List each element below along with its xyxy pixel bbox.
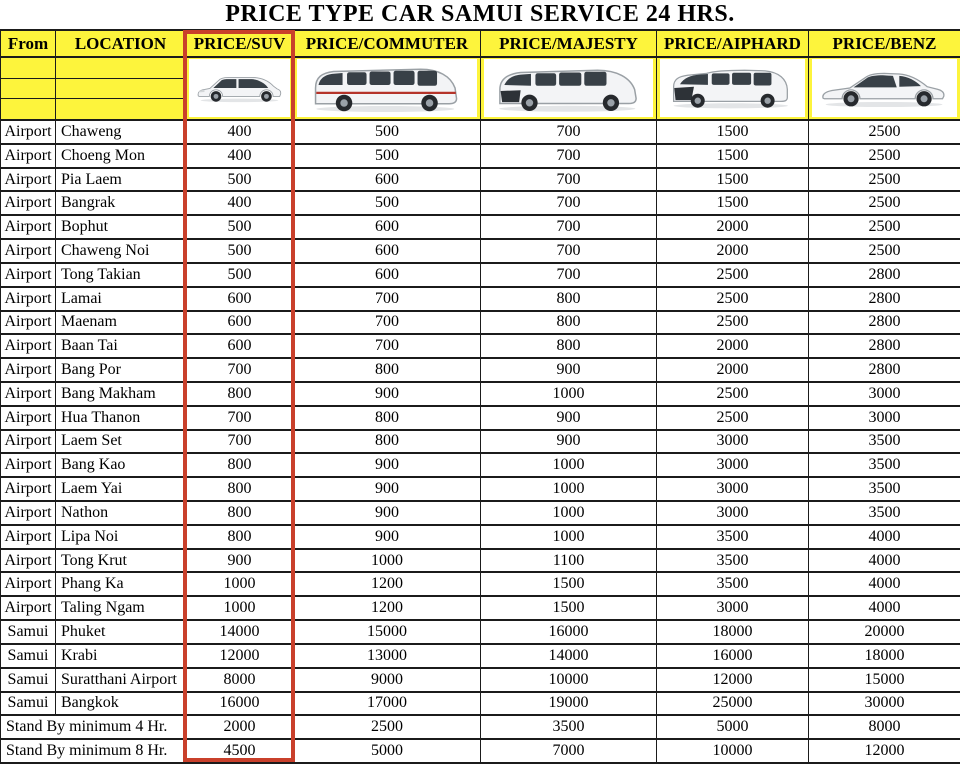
table-row — [1, 334, 960, 358]
price-cell: 20000 — [809, 620, 960, 644]
empty-location-cell — [56, 57, 186, 120]
from-cell: Airport — [1, 358, 56, 382]
from-cell: Airport — [1, 239, 56, 263]
price-cell: 500 — [186, 215, 294, 239]
price-cell: 1000 — [481, 477, 657, 501]
table-row — [1, 477, 960, 501]
price-cell: 8000 — [186, 668, 294, 692]
price-cell: 600 — [186, 334, 294, 358]
price-cell: 700 — [186, 358, 294, 382]
price-cell: 1000 — [481, 501, 657, 525]
location-cell: Bang Kao — [56, 453, 186, 477]
table-row — [1, 358, 960, 382]
price-cell: 900 — [481, 430, 657, 454]
price-cell: 2000 — [657, 215, 809, 239]
price-cell: 1200 — [294, 572, 481, 596]
price-cell: 500 — [186, 168, 294, 192]
location-cell: Bangrak — [56, 191, 186, 215]
price-cell: 13000 — [294, 644, 481, 668]
column-header-price-majesty: PRICE/MAJESTY — [481, 30, 657, 57]
price-cell: 2500 — [657, 287, 809, 311]
price-cell: 3500 — [657, 525, 809, 549]
aiphard-van-image — [666, 61, 799, 115]
price-cell: 12000 — [186, 644, 294, 668]
price-cell: 700 — [481, 215, 657, 239]
from-cell: Airport — [1, 191, 56, 215]
commuter-image-cell — [294, 57, 481, 120]
price-cell: 600 — [186, 311, 294, 335]
price-cell: 9000 — [294, 668, 481, 692]
price-cell: 900 — [481, 358, 657, 382]
price-cell: 2500 — [809, 239, 960, 263]
from-cell: Airport — [1, 596, 56, 620]
price-cell: 2800 — [809, 263, 960, 287]
price-cell: 1200 — [294, 596, 481, 620]
from-cell: Samui — [1, 644, 56, 668]
price-cell: 2800 — [809, 334, 960, 358]
price-cell: 2500 — [809, 144, 960, 168]
price-cell: 3000 — [809, 406, 960, 430]
location-cell: Bophut — [56, 215, 186, 239]
price-cell: 16000 — [481, 620, 657, 644]
price-cell: 900 — [294, 477, 481, 501]
price-cell: 5000 — [657, 715, 809, 739]
location-cell: Lipa Noi — [56, 525, 186, 549]
price-cell: 800 — [186, 525, 294, 549]
table-row — [1, 453, 960, 477]
table-row — [1, 549, 960, 573]
from-cell: Airport — [1, 287, 56, 311]
table-row — [1, 239, 960, 263]
price-cell: 600 — [294, 215, 481, 239]
price-cell: 1000 — [481, 453, 657, 477]
price-cell: 800 — [481, 334, 657, 358]
price-cell: 2500 — [657, 406, 809, 430]
header-row — [1, 30, 960, 57]
location-cell: Phuket — [56, 620, 186, 644]
location-cell: Laem Yai — [56, 477, 186, 501]
price-cell: 2000 — [657, 239, 809, 263]
from-cell: Airport — [1, 334, 56, 358]
table-row — [1, 168, 960, 192]
price-cell: 900 — [294, 382, 481, 406]
from-cell: Airport — [1, 168, 56, 192]
table-row — [1, 311, 960, 335]
price-cell: 400 — [186, 144, 294, 168]
location-cell: Tong Krut — [56, 549, 186, 573]
price-cell: 3000 — [657, 477, 809, 501]
location-cell: Pia Laem — [56, 168, 186, 192]
price-cell: 3500 — [809, 430, 960, 454]
price-cell: 2500 — [657, 263, 809, 287]
table-row — [1, 287, 960, 311]
price-cell: 15000 — [294, 620, 481, 644]
aiphard-image-cell — [657, 57, 809, 120]
suv-image — [193, 61, 286, 115]
location-cell: Bangkok — [56, 692, 186, 716]
price-cell: 800 — [186, 477, 294, 501]
table-row — [1, 501, 960, 525]
price-cell: 18000 — [657, 620, 809, 644]
price-cell: 2000 — [186, 715, 294, 739]
price-cell: 19000 — [481, 692, 657, 716]
location-cell: Laem Set — [56, 430, 186, 454]
price-cell: 3500 — [481, 715, 657, 739]
price-cell: 600 — [294, 239, 481, 263]
table-row — [1, 596, 960, 620]
location-cell: Nathon — [56, 501, 186, 525]
from-cell: Samui — [1, 692, 56, 716]
price-cell: 3000 — [657, 453, 809, 477]
price-cell: 3000 — [657, 501, 809, 525]
benz-image-cell — [809, 57, 960, 120]
location-cell: Baan Tai — [56, 334, 186, 358]
price-cell: 10000 — [657, 739, 809, 763]
price-cell: 1000 — [294, 549, 481, 573]
page-title: PRICE TYPE CAR SAMUI SERVICE 24 HRS. — [225, 1, 735, 27]
price-cell: 700 — [481, 239, 657, 263]
price-cell: 7000 — [481, 739, 657, 763]
price-cell: 500 — [186, 239, 294, 263]
price-cell: 1100 — [481, 549, 657, 573]
table-row — [1, 525, 960, 549]
price-cell: 600 — [294, 263, 481, 287]
table-row — [1, 263, 960, 287]
table-row — [1, 644, 960, 668]
table-row — [1, 120, 960, 144]
column-header-price-aiphard: PRICE/AIPHARD — [657, 30, 809, 57]
price-cell: 700 — [294, 287, 481, 311]
price-table — [0, 29, 960, 764]
price-cell: 500 — [294, 144, 481, 168]
price-cell: 14000 — [481, 644, 657, 668]
from-cell: Airport — [1, 215, 56, 239]
location-cell: Chaweng Noi — [56, 239, 186, 263]
location-cell: Taling Ngam — [56, 596, 186, 620]
price-cell: 3500 — [809, 501, 960, 525]
price-cell: 900 — [294, 525, 481, 549]
majesty-van-image — [491, 61, 646, 115]
price-cell: 600 — [186, 287, 294, 311]
from-cell: Airport — [1, 501, 56, 525]
table-row — [1, 620, 960, 644]
price-cell: 2500 — [657, 311, 809, 335]
benz-sedan-image — [818, 61, 951, 115]
location-cell: Hua Thanon — [56, 406, 186, 430]
price-cell: 2000 — [657, 334, 809, 358]
location-cell: Choeng Mon — [56, 144, 186, 168]
table-row — [1, 191, 960, 215]
price-cell: 800 — [481, 287, 657, 311]
location-cell: Tong Takian — [56, 263, 186, 287]
price-cell: 1500 — [657, 191, 809, 215]
location-cell: Bang Por — [56, 358, 186, 382]
price-cell: 2500 — [294, 715, 481, 739]
price-cell: 900 — [294, 453, 481, 477]
location-cell: Suratthani Airport — [56, 668, 186, 692]
location-cell: Chaweng — [56, 120, 186, 144]
price-cell: 600 — [294, 168, 481, 192]
column-header-from: From — [1, 30, 56, 57]
price-cell: 900 — [186, 549, 294, 573]
from-cell: Airport — [1, 311, 56, 335]
column-header-price-benz: PRICE/BENZ — [809, 30, 960, 57]
table-row — [1, 692, 960, 716]
price-cell: 1000 — [481, 382, 657, 406]
from-cell: Samui — [1, 620, 56, 644]
price-cell: 16000 — [657, 644, 809, 668]
price-cell: 1500 — [657, 168, 809, 192]
table-row — [1, 430, 960, 454]
price-cell: 700 — [186, 430, 294, 454]
price-cell: 10000 — [481, 668, 657, 692]
price-cell: 700 — [481, 144, 657, 168]
from-cell: Airport — [1, 549, 56, 573]
price-cell: 4000 — [809, 596, 960, 620]
price-cell: 2500 — [657, 382, 809, 406]
table-row — [1, 144, 960, 168]
price-cell: 5000 — [294, 739, 481, 763]
price-cell: 900 — [481, 406, 657, 430]
price-cell: 1500 — [657, 120, 809, 144]
price-cell: 14000 — [186, 620, 294, 644]
price-cell: 1500 — [481, 596, 657, 620]
price-cell: 1000 — [186, 596, 294, 620]
table-row — [1, 572, 960, 596]
column-header-price-suv: PRICE/SUV — [186, 30, 294, 57]
price-cell: 800 — [186, 382, 294, 406]
price-cell: 700 — [186, 406, 294, 430]
majesty-image-cell — [481, 57, 657, 120]
location-cell: Lamai — [56, 287, 186, 311]
price-cell: 700 — [481, 191, 657, 215]
price-cell: 2800 — [809, 358, 960, 382]
from-cell: Airport — [1, 120, 56, 144]
column-header-price-commuter: PRICE/COMMUTER — [294, 30, 481, 57]
price-cell: 4500 — [186, 739, 294, 763]
price-cell: 12000 — [657, 668, 809, 692]
price-table-body — [1, 120, 960, 763]
price-cell: 700 — [481, 120, 657, 144]
price-cell: 800 — [186, 501, 294, 525]
from-cell: Airport — [1, 477, 56, 501]
price-cell: 700 — [294, 311, 481, 335]
price-cell: 800 — [294, 358, 481, 382]
empty-from-cell — [1, 57, 56, 120]
from-cell: Airport — [1, 572, 56, 596]
from-cell: Airport — [1, 382, 56, 406]
price-cell: 2800 — [809, 287, 960, 311]
table-row — [1, 215, 960, 239]
price-cell: 2800 — [809, 311, 960, 335]
from-cell: Airport — [1, 144, 56, 168]
commuter-van-image — [304, 61, 470, 115]
price-cell: 1500 — [657, 144, 809, 168]
price-cell: 30000 — [809, 692, 960, 716]
price-cell: 3500 — [657, 549, 809, 573]
price-cell: 3500 — [657, 572, 809, 596]
price-cell: 500 — [294, 191, 481, 215]
price-cell: 700 — [481, 168, 657, 192]
table-row — [1, 406, 960, 430]
location-cell: Phang Ka — [56, 572, 186, 596]
suv-image-cell — [186, 57, 294, 120]
location-cell: Maenam — [56, 311, 186, 335]
price-cell: 700 — [481, 263, 657, 287]
price-cell: 2500 — [809, 215, 960, 239]
price-cell: 17000 — [294, 692, 481, 716]
price-cell: 400 — [186, 191, 294, 215]
price-cell: 3000 — [809, 382, 960, 406]
price-cell: 1000 — [481, 525, 657, 549]
price-cell: 2500 — [809, 120, 960, 144]
price-cell: 2000 — [657, 358, 809, 382]
table-row — [1, 382, 960, 406]
price-cell: 4000 — [809, 525, 960, 549]
price-cell: 900 — [294, 501, 481, 525]
table-row — [1, 715, 960, 739]
location-cell: Bang Makham — [56, 382, 186, 406]
price-cell: 4000 — [809, 549, 960, 573]
price-cell: 1000 — [186, 572, 294, 596]
from-cell: Airport — [1, 525, 56, 549]
table-row — [1, 668, 960, 692]
price-cell: 8000 — [809, 715, 960, 739]
price-cell: 700 — [294, 334, 481, 358]
from-cell: Airport — [1, 430, 56, 454]
price-cell: 800 — [294, 430, 481, 454]
standby-label-cell: Stand By minimum 4 Hr. — [1, 715, 186, 739]
from-cell: Airport — [1, 453, 56, 477]
price-cell: 18000 — [809, 644, 960, 668]
price-cell: 3500 — [809, 453, 960, 477]
from-cell: Airport — [1, 263, 56, 287]
price-cell: 800 — [481, 311, 657, 335]
price-cell: 2500 — [809, 168, 960, 192]
vehicle-image-row — [1, 57, 960, 120]
price-cell: 800 — [186, 453, 294, 477]
price-cell: 500 — [294, 120, 481, 144]
column-header-location: LOCATION — [56, 30, 186, 57]
table-row — [1, 739, 960, 763]
price-cell: 400 — [186, 120, 294, 144]
price-cell: 12000 — [809, 739, 960, 763]
location-cell: Krabi — [56, 644, 186, 668]
price-cell: 3500 — [809, 477, 960, 501]
price-cell: 3000 — [657, 430, 809, 454]
price-cell: 3000 — [657, 596, 809, 620]
standby-label-cell: Stand By minimum 8 Hr. — [1, 739, 186, 763]
price-cell: 25000 — [657, 692, 809, 716]
price-cell: 15000 — [809, 668, 960, 692]
from-cell: Airport — [1, 406, 56, 430]
price-cell: 800 — [294, 406, 481, 430]
price-cell: 4000 — [809, 572, 960, 596]
price-cell: 1500 — [481, 572, 657, 596]
from-cell: Samui — [1, 668, 56, 692]
price-cell: 2500 — [809, 191, 960, 215]
price-cell: 500 — [186, 263, 294, 287]
price-cell: 16000 — [186, 692, 294, 716]
